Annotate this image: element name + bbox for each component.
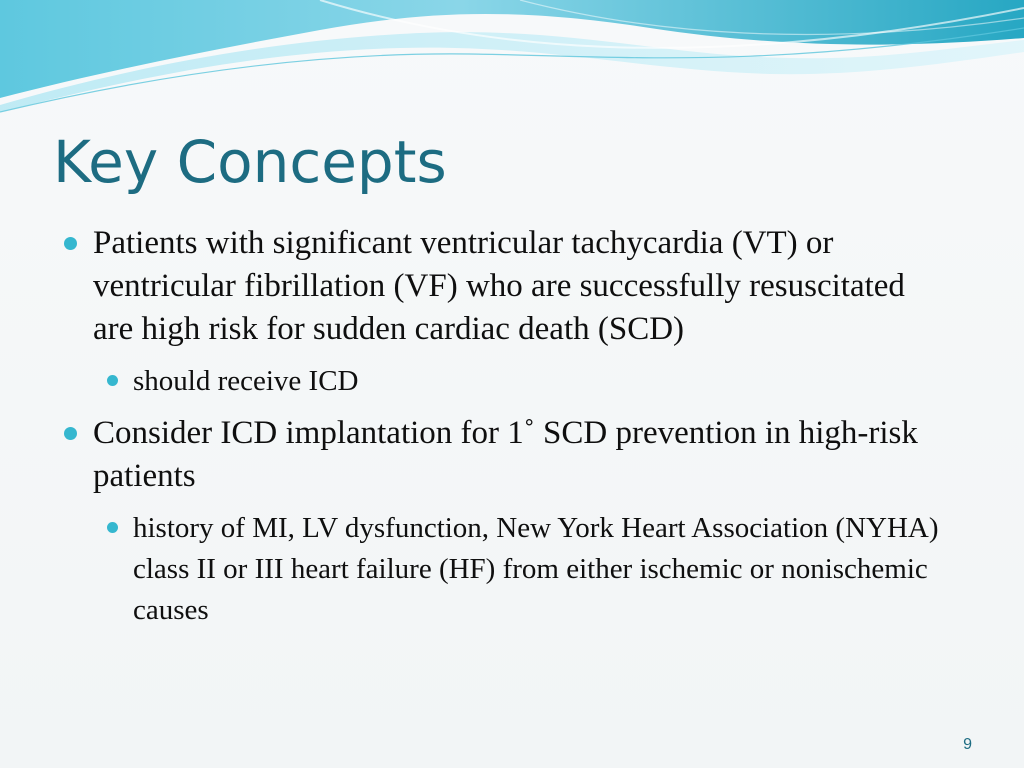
- bullet-dot-icon: [64, 427, 77, 440]
- slide-title: Key Concepts: [53, 128, 447, 196]
- sub-bullet-text: should receive ICD: [133, 365, 359, 397]
- page-number: 9: [963, 736, 972, 753]
- slide-content: [62, 222, 952, 641]
- sub-bullet-item-2: [104, 508, 952, 631]
- sub-bullet-text: history of MI, LV dysfunction, New York Heart Association (NYHA) class II or III heart failure (HF) from either ischemic or nonischemic causes: [133, 512, 939, 626]
- sub-bullet-dot-icon: [107, 375, 118, 386]
- sub-bullet-item-1: [104, 361, 952, 402]
- bullet-item-1: [62, 222, 952, 351]
- sub-bullet-dot-icon: [107, 522, 118, 533]
- bullet-dot-icon: [64, 237, 77, 250]
- bullet-item-2: [62, 412, 952, 498]
- bullet-text: Consider ICD implantation for 1˚ SCD prevention in high-risk patients: [93, 415, 918, 494]
- header-wave-graphic: [0, 0, 1024, 120]
- bullet-text: Patients with significant ventricular tachycardia (VT) or ventricular fibrillation (VF) who are successfully resuscitated are high risk for sudden cardiac death (SCD): [93, 225, 905, 347]
